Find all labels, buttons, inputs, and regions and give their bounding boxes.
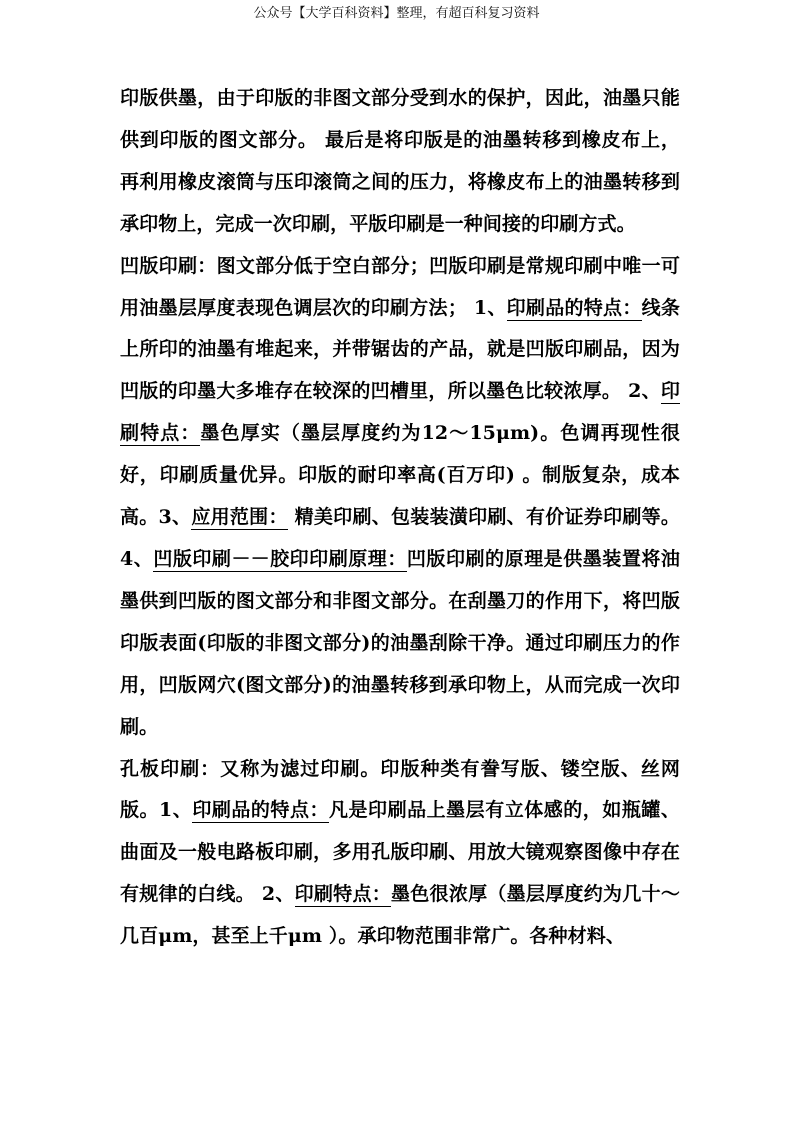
paragraph-stencil-printing	[120, 749, 680, 959]
underlined-term: 凹版印刷－－胶印印刷原理：	[153, 547, 407, 570]
paragraph-text: 墨色很浓厚（墨层厚度约为几十～几百μm，甚至上千μm ）。承印物范围非常广。各种材料、	[120, 883, 680, 948]
paragraph-text: 墨色厚实（墨层厚度约为12～15μm)。色调再现性很好，印刷质量优异。印版的耐印率高(百万印) 。制版复杂，成本高。3、	[120, 422, 680, 529]
paragraph-text: 凡是印刷品上墨层有立体感的，如瓶罐、曲面及一般电路板印刷，多用孔版印刷、用放大镜观察图像中存在有规律的白线。 2、	[120, 799, 681, 906]
paragraph-text: 精美印刷、包装装潢印刷、有价证券印刷等。4、	[120, 506, 680, 570]
paragraph-gravure-printing	[120, 246, 680, 749]
document-body	[120, 78, 680, 958]
underlined-term: 印刷特点：	[120, 380, 680, 445]
paragraph-text: 印版供墨，由于印版的非图文部分受到水的保护，因此，油墨只能供到印版的图文部分。 最后是将印版是的油墨转移到橡皮布上，再利用橡皮滚筒与压印滚筒之间的压力，将橡皮布上的油墨转移到承印物上，完成一次印刷，平版印刷是一种间接的印刷方式。	[120, 87, 680, 235]
paragraph-text: 凹版印刷：图文部分低于空白部分；凹版印刷是常规印刷中唯一可用油墨层厚度表现色调层次的印刷方法； 1、	[120, 254, 680, 319]
paragraph-text: 孔板印刷：又称为滤过印刷。印版种类有誊写版、镂空版、丝网版。1、	[120, 757, 680, 822]
paragraph-text: 凹版印刷的原理是供墨装置将油墨供到凹版的图文部分和非图文部分。在刮墨刀的作用下，将凹版印版表面(印版的非图文部分)的油墨刮除干净。通过印刷压力的作用，凹版网穴(图文部分)的油墨转移到承印物上，从而完成一次印刷。	[120, 547, 681, 738]
paragraph-planographic-continued	[120, 78, 680, 246]
underlined-term: 应用范围：	[191, 506, 288, 529]
underlined-term: 印刷品的特点：	[192, 799, 329, 822]
page-header: 公众号【大学百科资料】整理，有超百科复习资料	[253, 6, 540, 21]
underlined-term: 印刷品的特点：	[506, 296, 642, 319]
paragraph-text: 线条上所印的油墨有堆起来，并带锯齿的产品，就是凹版印刷品，因为凹版的印墨大多堆存在较深的凹槽里，所以墨色比较浓厚。 2、	[120, 296, 681, 403]
underlined-term: 印刷特点：	[294, 883, 391, 906]
